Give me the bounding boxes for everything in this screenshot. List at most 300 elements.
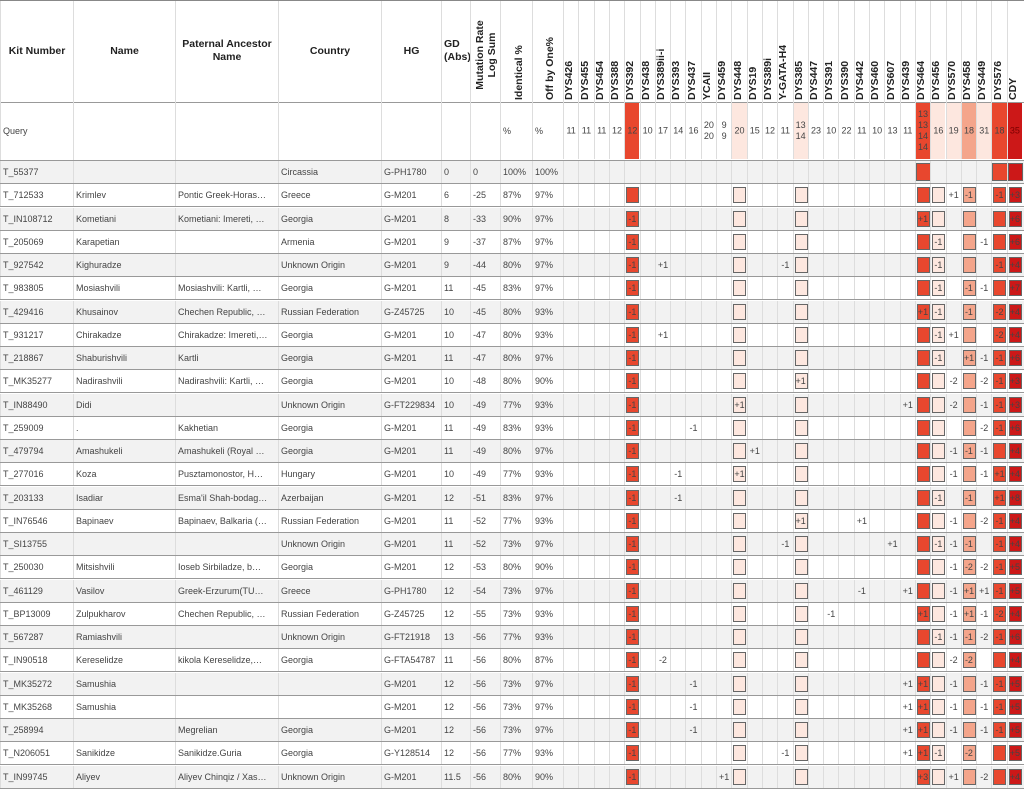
- marker-cell: [670, 394, 685, 416]
- marker-cell: [563, 184, 578, 206]
- marker-cell: [991, 649, 1006, 671]
- marker-cell: [991, 301, 1006, 323]
- marker-cell: [838, 742, 853, 764]
- marker-cell: [808, 301, 823, 323]
- marker-cell: [685, 417, 700, 439]
- marker-highlight: [917, 350, 930, 366]
- marker-diff-value: +4: [1009, 771, 1020, 782]
- header-marker-dys442[interactable]: [854, 1, 869, 104]
- marker-diff-value: -2: [995, 608, 1004, 619]
- marker-diff-value: -1: [949, 469, 958, 480]
- cell-kit[interactable]: T_479794: [0, 440, 73, 462]
- marker-cell: [685, 719, 700, 741]
- marker-cell: [609, 626, 624, 648]
- marker-highlight: [795, 536, 808, 552]
- marker-highlight: [932, 606, 945, 622]
- table-row[interactable]: [0, 487, 1024, 510]
- cell-kit[interactable]: T_IN90518: [0, 649, 73, 671]
- marker-cell: [670, 184, 685, 206]
- marker-cell: [793, 184, 808, 206]
- query-cell-mut: [470, 103, 500, 160]
- marker-cell: [976, 440, 991, 462]
- marker-cell: [808, 696, 823, 718]
- marker-cell: [854, 510, 869, 532]
- marker-cell: [640, 533, 655, 555]
- header-marker-dys447[interactable]: [808, 1, 823, 104]
- header-cell-offby[interactable]: [532, 1, 563, 104]
- marker-cell: [685, 370, 700, 392]
- cell-ident: 77%: [500, 463, 532, 485]
- cell-kit[interactable]: T_205069: [0, 231, 73, 253]
- header-marker-dys449[interactable]: [976, 1, 991, 104]
- marker-cell: [716, 626, 731, 648]
- marker-cell: [747, 370, 762, 392]
- cell-kit[interactable]: T_55377: [0, 161, 73, 183]
- marker-cell: [946, 649, 961, 671]
- marker-cell: [884, 161, 899, 183]
- marker-highlight: [963, 327, 976, 343]
- cell-name: Shaburishvili: [73, 347, 175, 369]
- header-marker-dys456[interactable]: [930, 1, 945, 104]
- cell-gd: 10: [441, 370, 470, 392]
- cell-mut: -54: [470, 580, 500, 602]
- marker-cell: [731, 673, 746, 695]
- marker-diff-value: +1: [979, 585, 990, 596]
- marker-cell: [563, 440, 578, 462]
- cell-kit[interactable]: T_MK35268: [0, 696, 73, 718]
- marker-cell: [670, 208, 685, 230]
- header-ident: Identical %: [513, 45, 525, 100]
- marker-cell: [777, 254, 792, 276]
- marker-cell: [609, 417, 624, 439]
- marker-cell: [838, 580, 853, 602]
- marker-cell: [762, 766, 777, 788]
- marker-cell: [915, 510, 930, 532]
- cell-kit[interactable]: T_SI13755: [0, 533, 73, 555]
- header-marker-dys460[interactable]: [869, 1, 884, 104]
- table-row[interactable]: [0, 254, 1024, 277]
- cell-kit[interactable]: T_203133: [0, 487, 73, 509]
- marker-cell: [655, 463, 670, 485]
- marker-cell: [823, 580, 838, 602]
- marker-cell: [946, 719, 961, 741]
- marker-cell: [884, 487, 899, 509]
- table-row[interactable]: [0, 463, 1024, 486]
- table-row[interactable]: [0, 580, 1024, 603]
- header-marker-dys437[interactable]: [685, 1, 700, 104]
- table-row[interactable]: [0, 673, 1024, 696]
- table-row[interactable]: [0, 394, 1024, 417]
- marker-highlight: [733, 373, 746, 389]
- header-marker-dys438[interactable]: [640, 1, 655, 104]
- marker-cell: [793, 277, 808, 299]
- header-marker-label: DYS570: [945, 60, 958, 100]
- marker-cell: [946, 184, 961, 206]
- marker-cell: [655, 510, 670, 532]
- marker-cell: [838, 254, 853, 276]
- header-cell-mut[interactable]: [470, 1, 500, 104]
- cell-name: Didi: [73, 394, 175, 416]
- marker-cell: [946, 696, 961, 718]
- marker-highlight: [993, 769, 1006, 785]
- marker-highlight: [917, 397, 930, 413]
- cell-kit[interactable]: T_IN108712: [0, 208, 73, 230]
- cell-gd: 10: [441, 463, 470, 485]
- cell-country: Russian Federation: [278, 603, 381, 625]
- marker-cell: [640, 324, 655, 346]
- header-marker-dys392[interactable]: [624, 1, 639, 104]
- header-cell-ident[interactable]: [500, 1, 532, 104]
- marker-diff-value: +1: [917, 678, 929, 689]
- marker-cell: [961, 556, 976, 578]
- cell-offby: 87%: [532, 649, 563, 671]
- marker-cell: [731, 347, 746, 369]
- table-row[interactable]: [0, 556, 1024, 579]
- marker-cell: [946, 440, 961, 462]
- cell-kit[interactable]: T_931217: [0, 324, 73, 346]
- query-value: [640, 103, 655, 159]
- marker-cell: [946, 347, 961, 369]
- marker-diff-value: -1: [964, 283, 973, 294]
- marker-highlight: [932, 699, 945, 715]
- header-marker-dys390[interactable]: [838, 1, 853, 104]
- cell-country: Russian Federation: [278, 301, 381, 323]
- marker-highlight: [963, 211, 976, 227]
- marker-cell: [838, 440, 853, 462]
- marker-cell: [670, 487, 685, 509]
- cell-name: [73, 719, 175, 741]
- marker-highlight: [993, 652, 1006, 668]
- cell-kit[interactable]: T_258994: [0, 719, 73, 741]
- header-cell-hg[interactable]: [381, 1, 441, 104]
- cell-kit[interactable]: T_259009: [0, 417, 73, 439]
- cell-kit[interactable]: T_IN76546: [0, 510, 73, 532]
- cell-kit[interactable]: T_277016: [0, 463, 73, 485]
- table-row[interactable]: [0, 533, 1024, 556]
- marker-diff-value: -1: [949, 608, 958, 619]
- marker-cell: [946, 277, 961, 299]
- marker-cell: [961, 673, 976, 695]
- marker-cell: [884, 324, 899, 346]
- marker-cell: [762, 184, 777, 206]
- marker-cell: [716, 208, 731, 230]
- cell-mut: 0: [470, 161, 500, 183]
- marker-highlight: [963, 234, 976, 250]
- marker-cell: [563, 301, 578, 323]
- marker-cell: [869, 301, 884, 323]
- query-value-text: 18: [994, 125, 1005, 136]
- header-marker-dys459[interactable]: [716, 1, 731, 104]
- header-marker-label: DYS392: [624, 60, 637, 100]
- marker-cell: [991, 556, 1006, 578]
- header-marker-dys464[interactable]: [915, 1, 930, 104]
- cell-ancestor: Sanikidze.Guria: [175, 742, 278, 764]
- header-marker-dys391[interactable]: [823, 1, 838, 104]
- cell-kit[interactable]: T_N206051: [0, 742, 73, 764]
- cell-kit[interactable]: T_461129: [0, 580, 73, 602]
- marker-cell: [670, 301, 685, 323]
- cell-gd: 10: [441, 301, 470, 323]
- marker-cell: [1007, 626, 1022, 648]
- table-row[interactable]: [0, 742, 1024, 765]
- cell-ident: 100%: [500, 161, 532, 183]
- header-marker-label: DYS454: [593, 60, 606, 100]
- cell-hg: G-M201: [381, 370, 441, 392]
- marker-cell: [930, 742, 945, 764]
- table-row[interactable]: [0, 347, 1024, 370]
- marker-diff-value: -1: [949, 701, 958, 712]
- table-row[interactable]: [0, 603, 1024, 626]
- marker-diff-value: -2: [949, 655, 958, 666]
- marker-cell: [685, 696, 700, 718]
- marker-diff-value: -1: [980, 678, 989, 689]
- marker-cell: [578, 649, 593, 671]
- query-cell-country: [278, 103, 381, 160]
- header-marker-label: DYS464: [915, 60, 928, 100]
- table-row[interactable]: [0, 301, 1024, 324]
- marker-cell: [991, 463, 1006, 485]
- marker-cell: [563, 626, 578, 648]
- cell-kit[interactable]: T_218867: [0, 347, 73, 369]
- marker-cell: [854, 347, 869, 369]
- marker-cell: [655, 440, 670, 462]
- marker-cell: [609, 742, 624, 764]
- header-marker-dys389i[interactable]: [762, 1, 777, 104]
- marker-cell: [563, 696, 578, 718]
- cell-gd: 11: [441, 649, 470, 671]
- table-row[interactable]: [0, 208, 1024, 231]
- marker-cell: [731, 742, 746, 764]
- marker-cell: [976, 673, 991, 695]
- marker-cell: [854, 580, 869, 602]
- marker-cell: [640, 208, 655, 230]
- marker-diff-value: -1: [995, 701, 1004, 712]
- marker-highlight: [963, 676, 976, 692]
- marker-cell: [655, 649, 670, 671]
- marker-cell: [823, 324, 838, 346]
- marker-cell: [777, 533, 792, 555]
- table-row[interactable]: [0, 277, 1024, 300]
- marker-diff-value: +1: [719, 771, 730, 782]
- marker-cell: [747, 347, 762, 369]
- header-marker-dys389ii-i[interactable]: [655, 1, 670, 104]
- marker-cell: [578, 556, 593, 578]
- header-marker-dys607[interactable]: [884, 1, 899, 104]
- header-marker-label: DYS391: [823, 60, 836, 100]
- header-marker-y-gata-h4[interactable]: [777, 1, 792, 104]
- marker-cell: [946, 161, 961, 183]
- marker-diff-value: -1: [949, 725, 958, 735]
- marker-cell: [808, 580, 823, 602]
- cell-country: Unknown Origin: [278, 766, 381, 788]
- marker-cell: [701, 533, 716, 555]
- cell-kit[interactable]: T_IN88490: [0, 394, 73, 416]
- header-marker-dys393[interactable]: [670, 1, 685, 104]
- cell-kit[interactable]: T_983805: [0, 277, 73, 299]
- table-row[interactable]: [0, 324, 1024, 347]
- marker-diff-value: +3: [917, 771, 929, 782]
- cell-gd: 10: [441, 324, 470, 346]
- header-marker-dys454[interactable]: [594, 1, 609, 104]
- query-value-text: 18: [963, 125, 974, 136]
- header-cell-country[interactable]: [278, 1, 381, 104]
- header-cell-name[interactable]: [73, 1, 175, 104]
- cell-kit[interactable]: T_712533: [0, 184, 73, 206]
- marker-cell: [808, 626, 823, 648]
- cell-ident: 80%: [500, 766, 532, 788]
- table-row[interactable]: [0, 719, 1024, 742]
- marker-cell: [609, 347, 624, 369]
- marker-cell: [961, 649, 976, 671]
- cell-name: Sanikidze: [73, 742, 175, 764]
- marker-cell: [762, 161, 777, 183]
- marker-cell: [946, 580, 961, 602]
- cell-kit[interactable]: T_567287: [0, 626, 73, 648]
- marker-cell: [991, 440, 1006, 462]
- cell-kit[interactable]: T_927542: [0, 254, 73, 276]
- header-cell-gd[interactable]: [441, 1, 470, 104]
- cell-ident: 83%: [500, 417, 532, 439]
- marker-diff-value: -1: [934, 306, 943, 317]
- header-marker-dys455[interactable]: [578, 1, 593, 104]
- marker-cell: [747, 649, 762, 671]
- cell-offby: 93%: [532, 510, 563, 532]
- header-marker-dys388[interactable]: [609, 1, 624, 104]
- table-row[interactable]: [0, 231, 1024, 254]
- marker-cell: [685, 510, 700, 532]
- marker-highlight: [795, 606, 808, 622]
- header-marker-dys439[interactable]: [900, 1, 915, 104]
- header-marker-cdy[interactable]: [1007, 1, 1022, 104]
- header-marker-dys426[interactable]: [563, 1, 578, 104]
- marker-cell: [701, 487, 716, 509]
- marker-diff-value: -2: [964, 562, 973, 573]
- cell-name: Ramiashvili: [73, 626, 175, 648]
- marker-cell: [670, 231, 685, 253]
- header-marker-dys576[interactable]: [991, 1, 1006, 104]
- marker-cell: [716, 301, 731, 323]
- marker-cell: [854, 394, 869, 416]
- query-value-text: 20: [734, 125, 745, 136]
- marker-cell: [961, 347, 976, 369]
- marker-diff-value: -1: [628, 748, 637, 759]
- cell-ident: 80%: [500, 324, 532, 346]
- marker-cell: [716, 533, 731, 555]
- marker-cell: [946, 370, 961, 392]
- cell-offby: 97%: [532, 208, 563, 230]
- marker-cell: [716, 766, 731, 788]
- marker-cell: [685, 766, 700, 788]
- cell-hg: G-M201: [381, 510, 441, 532]
- marker-cell: [808, 440, 823, 462]
- cell-kit[interactable]: T_MK35272: [0, 673, 73, 695]
- table-row[interactable]: [0, 417, 1024, 440]
- marker-cell: [731, 370, 746, 392]
- table-row[interactable]: [0, 626, 1024, 649]
- marker-cell: [915, 719, 930, 741]
- table-row[interactable]: [0, 184, 1024, 207]
- cell-kit[interactable]: T_MK35277: [0, 370, 73, 392]
- cell-gd: 8: [441, 208, 470, 230]
- marker-diff-value: +5: [1009, 585, 1020, 596]
- table-row[interactable]: [0, 696, 1024, 719]
- marker-cell: [823, 301, 838, 323]
- cell-kit[interactable]: T_429416: [0, 301, 73, 323]
- query-value: [838, 103, 853, 159]
- header-cell-ancestor[interactable]: [175, 1, 278, 104]
- table-row[interactable]: [0, 161, 1024, 184]
- marker-cell: [624, 719, 639, 741]
- marker-cell: [823, 533, 838, 555]
- marker-cell: [869, 556, 884, 578]
- marker-cell: [640, 649, 655, 671]
- table-row[interactable]: [0, 510, 1024, 533]
- cell-offby: 97%: [532, 580, 563, 602]
- marker-cell: [869, 766, 884, 788]
- marker-diff-value: -2: [980, 771, 989, 782]
- marker-cell: [578, 370, 593, 392]
- marker-cell: [563, 603, 578, 625]
- cell-ident: 77%: [500, 510, 532, 532]
- marker-cell: [685, 533, 700, 555]
- marker-cell: [747, 696, 762, 718]
- cell-offby: 97%: [532, 487, 563, 509]
- marker-cell: [670, 626, 685, 648]
- marker-cell: [976, 556, 991, 578]
- table-row[interactable]: [0, 440, 1024, 463]
- cell-mut: -45: [470, 277, 500, 299]
- table-row[interactable]: [0, 766, 1024, 789]
- cell-kit[interactable]: T_250030: [0, 556, 73, 578]
- header-marker-dys19[interactable]: [747, 1, 762, 104]
- marker-cell: [900, 347, 915, 369]
- header-marker-dys458[interactable]: [961, 1, 976, 104]
- marker-cell: [946, 556, 961, 578]
- marker-cell: [915, 463, 930, 485]
- marker-cell: [578, 626, 593, 648]
- header-marker-dys448[interactable]: [731, 1, 746, 104]
- marker-highlight: [795, 397, 808, 413]
- marker-diff-value: +1: [948, 329, 959, 340]
- marker-diff-value: -1: [995, 422, 1004, 433]
- table-row[interactable]: [0, 370, 1024, 393]
- header-marker-ycaii[interactable]: [701, 1, 716, 104]
- marker-cell: [869, 184, 884, 206]
- table-row[interactable]: [0, 649, 1024, 672]
- header-marker-dys385[interactable]: [793, 1, 808, 104]
- header-marker-dys570[interactable]: [946, 1, 961, 104]
- marker-cell: [563, 324, 578, 346]
- marker-cell: [762, 231, 777, 253]
- header-cell-kit[interactable]: [0, 1, 73, 104]
- cell-ancestor: Kakhetian: [175, 417, 278, 439]
- marker-cell: [777, 208, 792, 230]
- marker-cell: [594, 673, 609, 695]
- marker-diff-value: -1: [949, 562, 958, 573]
- marker-cell: [655, 766, 670, 788]
- query-value: [961, 103, 976, 159]
- cell-kit[interactable]: T_BP13009: [0, 603, 73, 625]
- marker-highlight: [795, 583, 808, 599]
- marker-cell: [900, 254, 915, 276]
- marker-highlight: [795, 304, 808, 320]
- marker-cell: [777, 742, 792, 764]
- marker-cell: [747, 324, 762, 346]
- marker-cell: [685, 208, 700, 230]
- cell-kit[interactable]: T_IN99745: [0, 766, 73, 788]
- marker-cell: [991, 254, 1006, 276]
- marker-highlight: [626, 187, 639, 203]
